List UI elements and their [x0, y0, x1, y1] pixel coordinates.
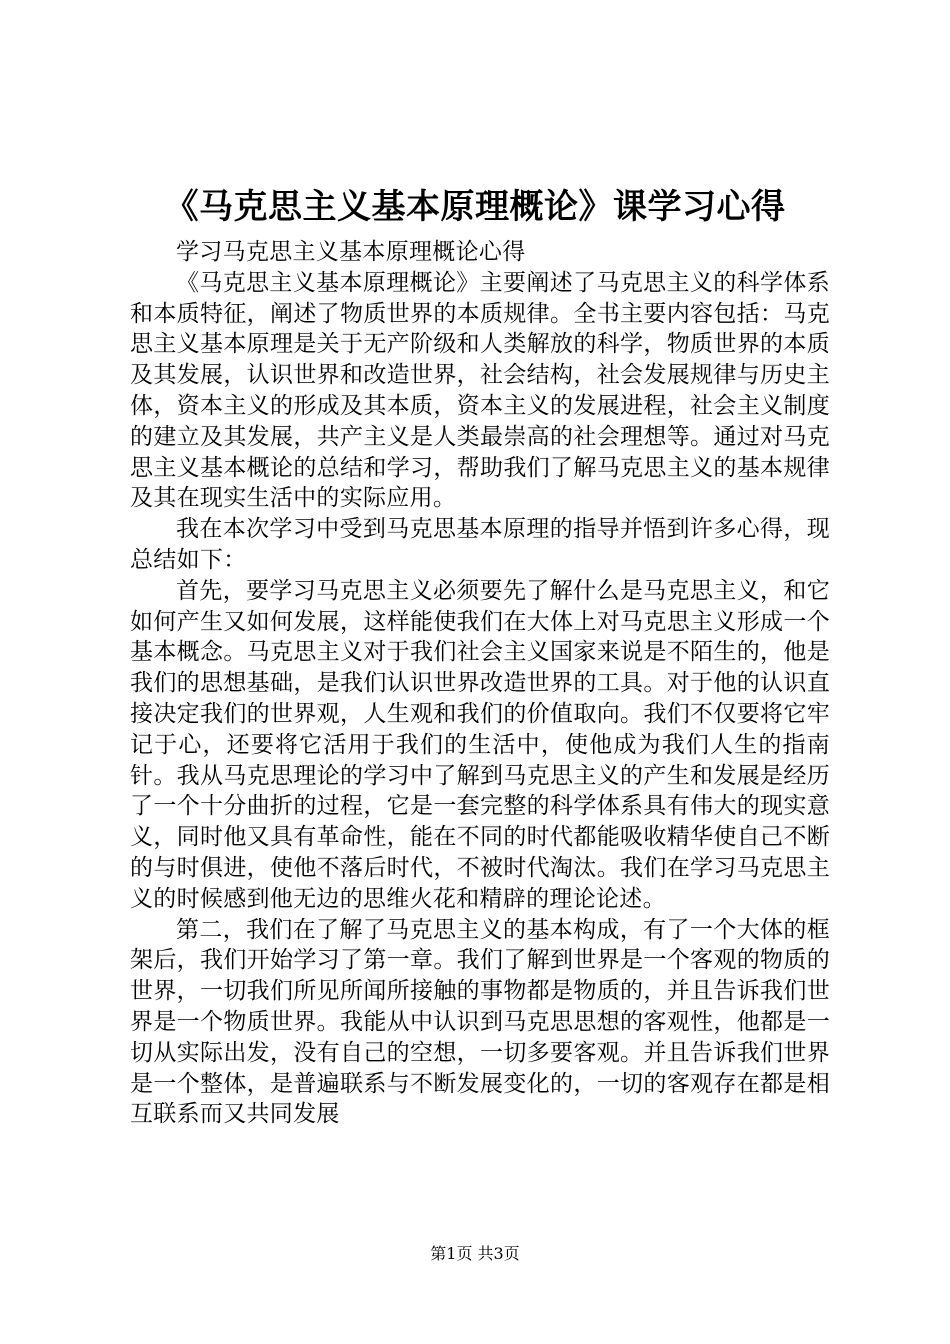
document-title: 《马克思主义基本原理概论》课学习心得 [164, 187, 786, 227]
subtitle-paragraph: 学习马克思主义基本原理概论心得 [176, 239, 526, 265]
body-paragraph-second: 第二，我们在了解了马克思主义的基本构成，有了一个大体的框架后，我们开始学习了第一章。我们了解到世界是一个客观的物质的世界，一切我们所见所闻所接触的事物都是物质的，并且告诉我们世界是一个物质世界。我能从中认识到马克思思想的客观性，他都是一切从实际出发，没有自己的空想，一切多要客观。并且告诉我们世界是一个整体，是普遍联系与不断发展变化的，一切的客观存在都是相互联系而又共同发展 [130, 916, 830, 1128]
page-footer: 第1页 共3页 [430, 1244, 520, 1263]
document-body [130, 237, 830, 1130]
body-paragraph-overview: 《马克思主义基本原理概论》主要阐述了马克思主义的科学体系和本质特征，阐述了物质世界的本质规律。全书主要内容包括：马克思主义基本原理是关于无产阶级和人类解放的科学，物质世界的本质及其发展，认识世界和改造世界，社会结构，社会发展规律与历史主体，资本主义的形成及其本质，资本主义的发展进程，社会主义制度的建立及其发展，共产主义是人类最崇高的社会理想等。通过对马克思主义基本概论的总结和学习，帮助我们了解马克思主义的基本规律及其在现实生活中的实际应用。 [130, 269, 830, 512]
body-paragraph-intro: 我在本次学习中受到马克思基本原理的指导并悟到许多心得，现总结如下： [130, 516, 830, 573]
body-paragraph-first: 首先，要学习马克思主义必须要先了解什么是马克思主义，和它如何产生又如何发展，这样能使我们在大体上对马克思主义形成一个基本概念。马克思主义对于我们社会主义国家来说是不陌生的，他是我们的思想基础，是我们认识世界改造世界的工具。对于他的认识直接决定我们的世界观，人生观和我们的价值取向。我们不仅要将它牢记于心，还要将它活用于我们的生活中，使他成为我们人生的指南针。我从马克思理论的学习中了解到马克思主义的产生和发展是经历了一个十分曲折的过程，它是一套完整的科学体系具有伟大的现实意义，同时他又具有革命性，能在不同的时代都能吸收精华使自己不断的与时俱进，使他不落后时代，不被时代淘汰。我们在学习马克思主义的时候感到他无边的思维火花和精辟的理论论述。 [130, 577, 830, 912]
